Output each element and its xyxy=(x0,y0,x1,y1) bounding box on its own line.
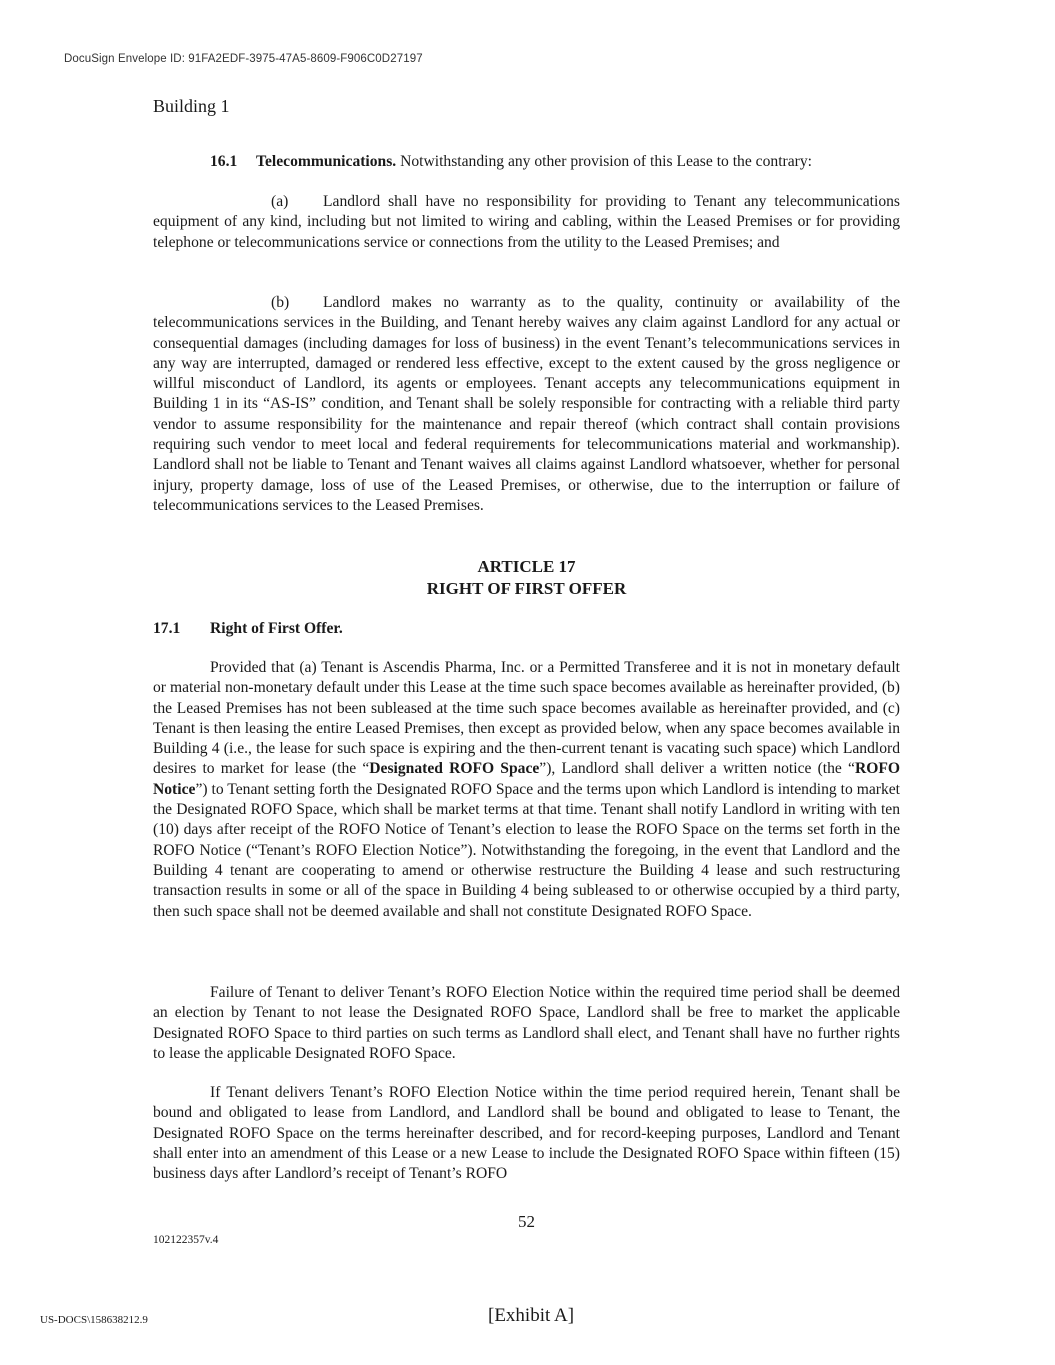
paragraph-17-1-first xyxy=(153,658,900,922)
building-label: Building 1 xyxy=(153,96,230,116)
paragraph-17-1-third xyxy=(153,1083,900,1184)
section-17-1-heading xyxy=(153,620,343,638)
section-16-1-heading xyxy=(210,153,910,171)
section-title: Right of First Offer. xyxy=(210,620,343,637)
paragraph-17-1-second xyxy=(153,983,900,1064)
paragraph-text-part: Provided that (a) Tenant is Ascendis Pharma, Inc. or a Permitted Transferee and it is not in monetary default or material non-monetary default under this Lease at the time such space becomes available as hereinafter provided, (b) the Leased Premises has not been subleased at the time such space becomes available as hereinafter provided, and (c) Tenant is then leasing the entire Leased Premises, then except as provided below, when any space becomes available in Building 4 (i.e., the lease for such space is expiring and the then-current tenant is vacating such space) which Landlord desires to market for lease (the “ xyxy=(153,659,900,778)
defined-term: Designated ROFO Space xyxy=(369,760,540,778)
paragraph-text: Failure of Tenant to deliver Tenant’s ROFO Election Notice within the required time period shall be deemed an election by Tenant to not lease the Designated ROFO Space, Landlord shall be free to market the applicable Designated ROFO Space to third parties on such terms as Landlord shall elect, and Tenant shall have no further rights to lease the applicable Designated ROFO Space. xyxy=(153,984,900,1062)
article-title: RIGHT OF FIRST OFFER xyxy=(426,579,627,598)
paragraph-text: Landlord shall have no responsibility for providing to Tenant any telecommunications equipment of any kind, including but not limited to wiring and cabling, within the Leased Premises or for providing telephone or telecommunications service or connections from the utility to the Leased Premises; and xyxy=(153,193,900,251)
section-intro: Notwithstanding any other provision of this Lease to the contrary: xyxy=(400,153,812,170)
defined-term: ROFO Notice xyxy=(153,760,900,798)
document-version: 102122357v.4 xyxy=(153,1234,219,1246)
article-number: ARTICLE 17 xyxy=(477,557,576,576)
paragraph-text: If Tenant delivers Tenant’s ROFO Election Notice within the time period required herein, Tenant shall be bound and obligated to lease from Landlord, and Landlord shall be bound and obligated to lease to Tenant, the Designated ROFO Space on the terms hereinafter described, and for record-keeping purposes, Landlord and Tenant shall enter into an amendment of this Lease or a new Lease to include the Designated ROFO Space within fifteen (15) business days after Landlord’s receipt of Tenant’s ROFO xyxy=(153,1084,900,1183)
paragraph-text-part: ”), Landlord shall deliver a written notice (the “ xyxy=(539,760,855,778)
section-number: 17.1 xyxy=(153,620,181,637)
paragraph-16-1-b xyxy=(153,293,900,516)
us-docs-id: US-DOCS\158638212.9 xyxy=(40,1314,148,1326)
docusign-envelope-id: DocuSign Envelope ID: 91FA2EDF-3975-47A5-8609-F906C0D27197 xyxy=(64,53,423,65)
paragraph-label: (a) xyxy=(271,193,289,210)
section-number: 16.1 xyxy=(210,153,238,170)
exhibit-label: [Exhibit A] xyxy=(488,1305,575,1326)
paragraph-16-1-a xyxy=(153,192,900,253)
paragraph-label: (b) xyxy=(271,294,290,311)
section-title: Telecommunications. xyxy=(256,153,397,170)
paragraph-text-part: ”) to Tenant setting forth the Designated ROFO Space and the terms upon which Landlord is intending to market the Designated ROFO Space, which shall be market terms at that time. Tenant shall notify Landlord in writing with ten (10) days after receipt of the ROFO Notice of Tenant’s election to lease the ROFO Space on the terms set forth in the ROFO Notice (“Tenant’s ROFO Election Notice”). Notwithstanding the foregoing, in the event that Landlord and the Building 4 tenant are cooperating to amend or otherwise restructure the Building 4 lease and such restructuring transaction results in some or all of the space in Building 4 being subleased to or otherwise occupied by a third party, then such space shall not be deemed available and shall not constitute Designated ROFO Space. xyxy=(153,780,900,920)
page-number: 52 xyxy=(518,1212,535,1231)
article-17-heading xyxy=(153,556,900,600)
paragraph-text: Landlord makes no warranty as to the quality, continuity or availability of the telecommunications services in the Building, and Tenant hereby waives any claim against Landlord for any actual or consequential damages (including damages for loss of business) in the event Tenant’s telecommunications services in any way are interrupted, damaged or rendered less effective, except to the extent caused by the gross negligence or willful misconduct of Landlord, its agents or employees. Tenant accepts any telecommunications equipment in Building 1 in its “AS-IS” condition, and Tenant shall be solely responsible for contracting with a reliable third party vendor to assume responsibility for the maintenance and repair thereof (which contract shall contain provisions requiring such vendor to meet local and federal requirements for telecommunications material and workmanship). Landlord shall not be liable to Tenant and Tenant waives all claims against Landlord whatsoever, whether for personal injury, property damage, loss of use of the Leased Premises, or otherwise, due to the interruption or failure of telecommunications services to the Leased Premises. xyxy=(153,294,900,514)
